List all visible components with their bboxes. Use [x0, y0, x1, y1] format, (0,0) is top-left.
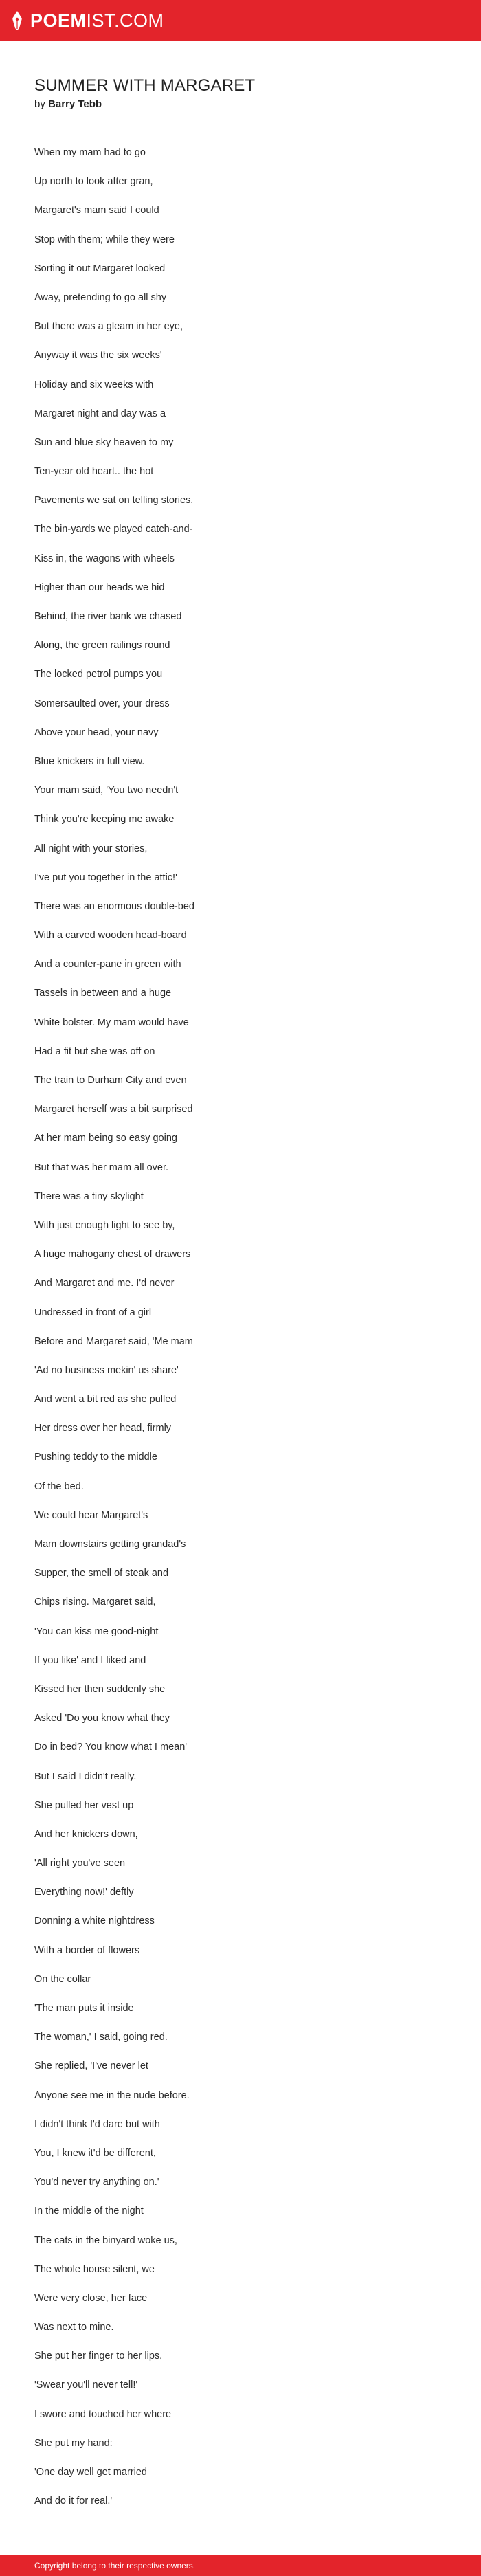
- poem-line: When my mam had to go: [34, 147, 146, 158]
- poem-line: Everything now!' deftly: [34, 1887, 134, 1898]
- site-logo[interactable]: [11, 10, 164, 31]
- poem-line: The bin-yards we played catch-and-: [34, 524, 193, 535]
- poem-line: There was an enormous double-bed: [34, 900, 194, 912]
- poem-line: Mam downstairs getting grandad's: [34, 1539, 186, 1550]
- poem-line: Higher than our heads we hid: [34, 581, 165, 593]
- poem-line: There was a tiny skylight: [34, 1190, 144, 1202]
- poem-line: The locked petrol pumps you: [34, 669, 163, 680]
- poem-line: 'Swear you'll never tell!': [34, 2379, 138, 2391]
- poem-line: But there was a gleam in her eye,: [34, 321, 183, 333]
- poem-line: Anyone see me in the nude before.: [34, 2089, 190, 2101]
- poem-line: Was next to mine.: [34, 2322, 114, 2333]
- poem-line: Asked 'Do you know what they: [34, 1713, 170, 1724]
- poem-line: Margaret's mam said I could: [34, 205, 159, 216]
- poem-line: Somersaulted over, your dress: [34, 698, 170, 709]
- poem-line: Above your head, your navy: [34, 726, 159, 738]
- poem-line: Up north to look after gran,: [34, 176, 153, 188]
- poem-line: Holiday and six weeks with: [34, 379, 154, 390]
- poem-title: SUMMER WITH MARGARET: [34, 76, 256, 95]
- poem-line: Stop with them; while they were: [34, 234, 175, 245]
- poem-line: I swore and touched her where: [34, 2408, 172, 2420]
- poem-byline: [34, 98, 447, 111]
- poem-line: Chips rising. Margaret said,: [34, 1597, 156, 1608]
- poem-article: [34, 76, 447, 2523]
- poem-line: The whole house silent, we: [34, 2263, 155, 2275]
- poem-line: We could hear Margaret's: [34, 1509, 148, 1521]
- poem-line: And her knickers down,: [34, 1828, 138, 1840]
- poem-line: But I said I didn't really.: [34, 1770, 137, 1782]
- poem-line: On the collar: [34, 1973, 91, 1985]
- poem-line: Her dress over her head, firmly: [34, 1423, 172, 1434]
- poem-line: White bolster. My mam would have: [34, 1017, 189, 1028]
- poem-line: Margaret herself was a bit surprised: [34, 1104, 193, 1115]
- poem-line: Undressed in front of a girl: [34, 1307, 152, 1318]
- poem-line: Pushing teddy to the middle: [34, 1452, 157, 1463]
- poem-line: Before and Margaret said, 'Me mam: [34, 1335, 193, 1347]
- poem-line: With a border of flowers: [34, 1944, 140, 1956]
- poem-line: I've put you together in the attic!': [34, 871, 177, 883]
- site-logo-text: POEMIST.COM: [30, 10, 164, 31]
- poem-line: Along, the green railings round: [34, 640, 170, 652]
- poem-line: Had a fit but she was off on: [34, 1045, 155, 1057]
- footer-copyright: Copyright belong to their respective owners.: [34, 2561, 196, 2571]
- poem-line: Anyway it was the six weeks': [34, 350, 162, 362]
- poem-line: Do in bed? You know what I mean': [34, 1742, 188, 1753]
- poem-line: 'The man puts it inside: [34, 2003, 134, 2014]
- poem-line: In the middle of the night: [34, 2206, 144, 2217]
- poem-line: 'You can kiss me good-night: [34, 1625, 159, 1637]
- poem-line: The woman,' I said, going red.: [34, 2032, 168, 2043]
- poem-line: And Margaret and me. I'd never: [34, 1278, 175, 1289]
- poem-line: Your mam said, 'You two needn't: [34, 785, 179, 797]
- poem-line: Kissed her then suddenly she: [34, 1683, 166, 1695]
- by-label: by: [34, 98, 45, 110]
- poem-line: At her mam being so easy going: [34, 1133, 177, 1144]
- poem-line: Think you're keeping me awake: [34, 814, 175, 825]
- poem-line: I didn't think I'd dare but with: [34, 2118, 160, 2130]
- poem-line: Sorting it out Margaret looked: [34, 263, 166, 274]
- site-footer: [0, 2555, 481, 2576]
- poem-line: But that was her mam all over.: [34, 1162, 169, 1173]
- poem-line: A huge mahogany chest of drawers: [34, 1249, 191, 1261]
- poem-line: She put my hand:: [34, 2437, 113, 2449]
- poem-body: [34, 146, 447, 2508]
- poem-line: Margaret night and day was a: [34, 408, 166, 419]
- poem-line: The train to Durham City and even: [34, 1075, 187, 1086]
- poem-line: The cats in the binyard woke us,: [34, 2234, 177, 2246]
- poem-line: Behind, the river bank we chased: [34, 611, 182, 622]
- poem-line: She put her finger to her lips,: [34, 2351, 163, 2362]
- poem-line: If you like' and I liked and: [34, 1654, 146, 1666]
- poem-line: Pavements we sat on telling stories,: [34, 495, 194, 507]
- poem-line: You'd never try anything on.': [34, 2177, 159, 2188]
- poem-line: 'Ad no business mekin' us share': [34, 1364, 179, 1376]
- poem-line: Donning a white nightdress: [34, 1916, 155, 1927]
- poem-line: Of the bed.: [34, 1480, 84, 1492]
- poem-author[interactable]: Barry Tebb: [48, 98, 102, 110]
- pen-nib-icon: [11, 10, 23, 31]
- poem-line: And a counter-pane in green with: [34, 959, 181, 970]
- poem-line: She pulled her vest up: [34, 1799, 134, 1811]
- poem-line: Kiss in, the wagons with wheels: [34, 553, 175, 564]
- poem-line: With a carved wooden head-board: [34, 930, 187, 942]
- poem-line: Supper, the smell of steak and: [34, 1568, 169, 1579]
- poem-line: Ten-year old heart.. the hot: [34, 466, 154, 478]
- poem-line: Were very close, her face: [34, 2292, 148, 2304]
- poem-line: Tassels in between and a huge: [34, 988, 172, 999]
- site-header: [0, 0, 481, 41]
- poem-line: You, I knew it'd be different,: [34, 2147, 156, 2159]
- poem-line: And went a bit red as she pulled: [34, 1394, 177, 1406]
- poem-line: Away, pretending to go all shy: [34, 291, 167, 303]
- poem-line: Sun and blue sky heaven to my: [34, 436, 174, 448]
- poem-line: With just enough light to see by,: [34, 1219, 175, 1231]
- poem-line: And do it for real.': [34, 2496, 113, 2507]
- poem-line: 'All right you've seen: [34, 1858, 126, 1869]
- poem-line: 'One day well get married: [34, 2467, 147, 2478]
- poem-line: She replied, 'I've never let: [34, 2061, 148, 2072]
- poem-line: All night with your stories,: [34, 843, 148, 854]
- poem-line: Blue knickers in full view.: [34, 755, 145, 767]
